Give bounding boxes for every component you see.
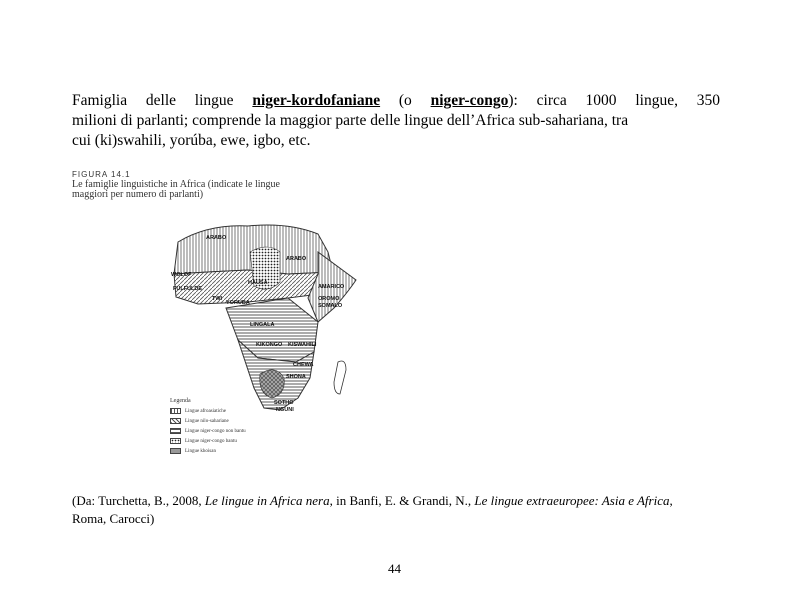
legend-swatch xyxy=(170,408,181,414)
map-label: KISWAHILI xyxy=(288,342,317,348)
source-citation xyxy=(72,492,732,528)
legend-label: Lingue afroasiatiche xyxy=(185,408,226,414)
legend-label: Lingue khoisan xyxy=(185,448,216,454)
legend-swatch xyxy=(170,428,181,434)
citation-title: Le lingue in Africa nera xyxy=(204,493,330,508)
legend-swatch xyxy=(170,418,181,424)
citation-text: , in Banfi, E. & Grandi, N., xyxy=(329,493,475,508)
figure-label: FIGURA 14.1 xyxy=(72,170,131,179)
legend-item xyxy=(170,416,246,426)
africa-language-map xyxy=(168,212,368,412)
legend-label: Lingue niger-congo non bantu xyxy=(185,428,246,434)
map-label: TWI xyxy=(212,296,223,302)
page-number: 44 xyxy=(388,561,401,576)
legend-item xyxy=(170,446,246,456)
intro-text: (o xyxy=(380,92,431,109)
intro-text: Famiglia delle lingue xyxy=(72,92,253,109)
map-label: KIKONGO xyxy=(256,342,283,348)
map-legend xyxy=(170,398,246,456)
map-label: CHEWA xyxy=(293,362,314,368)
map-label: AMARICO xyxy=(318,284,345,290)
map-label: SHONA xyxy=(286,374,306,380)
citation-text: Roma, Carocci) xyxy=(72,511,155,526)
term-niger-kordofaniane: niger-kordofaniane xyxy=(252,92,381,109)
legend-title: Legenda xyxy=(170,398,191,404)
intro-line-1 xyxy=(72,91,720,111)
intro-text: ): circa 1000 lingue, 350 xyxy=(508,92,720,109)
citation-title: Le lingue extraeuropee: Asia e Africa xyxy=(474,493,670,508)
legend-label: Lingue niger-congo bantu xyxy=(185,438,237,444)
intro-paragraph xyxy=(72,91,720,151)
map-label: YORUBA xyxy=(226,300,250,306)
map-label: OROMO xyxy=(318,296,340,302)
map-label: ARABO xyxy=(206,235,227,241)
map-label: SOTHO xyxy=(274,400,294,406)
legend-swatch xyxy=(170,448,181,454)
citation-text: , xyxy=(669,493,673,508)
map-label: NGUNI xyxy=(276,407,294,412)
map-label: WOLOF xyxy=(171,272,192,278)
map-label: FULFULDE xyxy=(173,286,203,292)
map-label: SOMALO xyxy=(318,303,343,309)
intro-line-2: milioni di parlanti; comprende la maggior parte delle lingue dell’Africa sub-sahariana, tra xyxy=(72,112,629,129)
legend-label: Lingue nilo-sahariane xyxy=(185,418,229,424)
legend-item xyxy=(170,436,246,446)
map-label: HAUSA xyxy=(248,280,268,286)
figure-caption: Le famiglie linguistiche in Africa (indicate le lingue maggiori per numero di parlanti) xyxy=(72,179,280,200)
region-madagascar xyxy=(334,361,346,394)
region-bantu-central xyxy=(226,298,318,362)
legend-item xyxy=(170,406,246,416)
intro-line-3: cui (ki)swahili, yorúba, ewe, igbo, etc. xyxy=(72,132,311,149)
term-niger-congo: niger-congo xyxy=(430,92,509,109)
legend-swatch xyxy=(170,438,181,444)
map-label: LINGALA xyxy=(250,322,275,328)
legend-item xyxy=(170,426,246,436)
map-label: ARABO xyxy=(286,256,307,262)
citation-text: (Da: Turchetta, B., 2008, xyxy=(72,493,205,508)
